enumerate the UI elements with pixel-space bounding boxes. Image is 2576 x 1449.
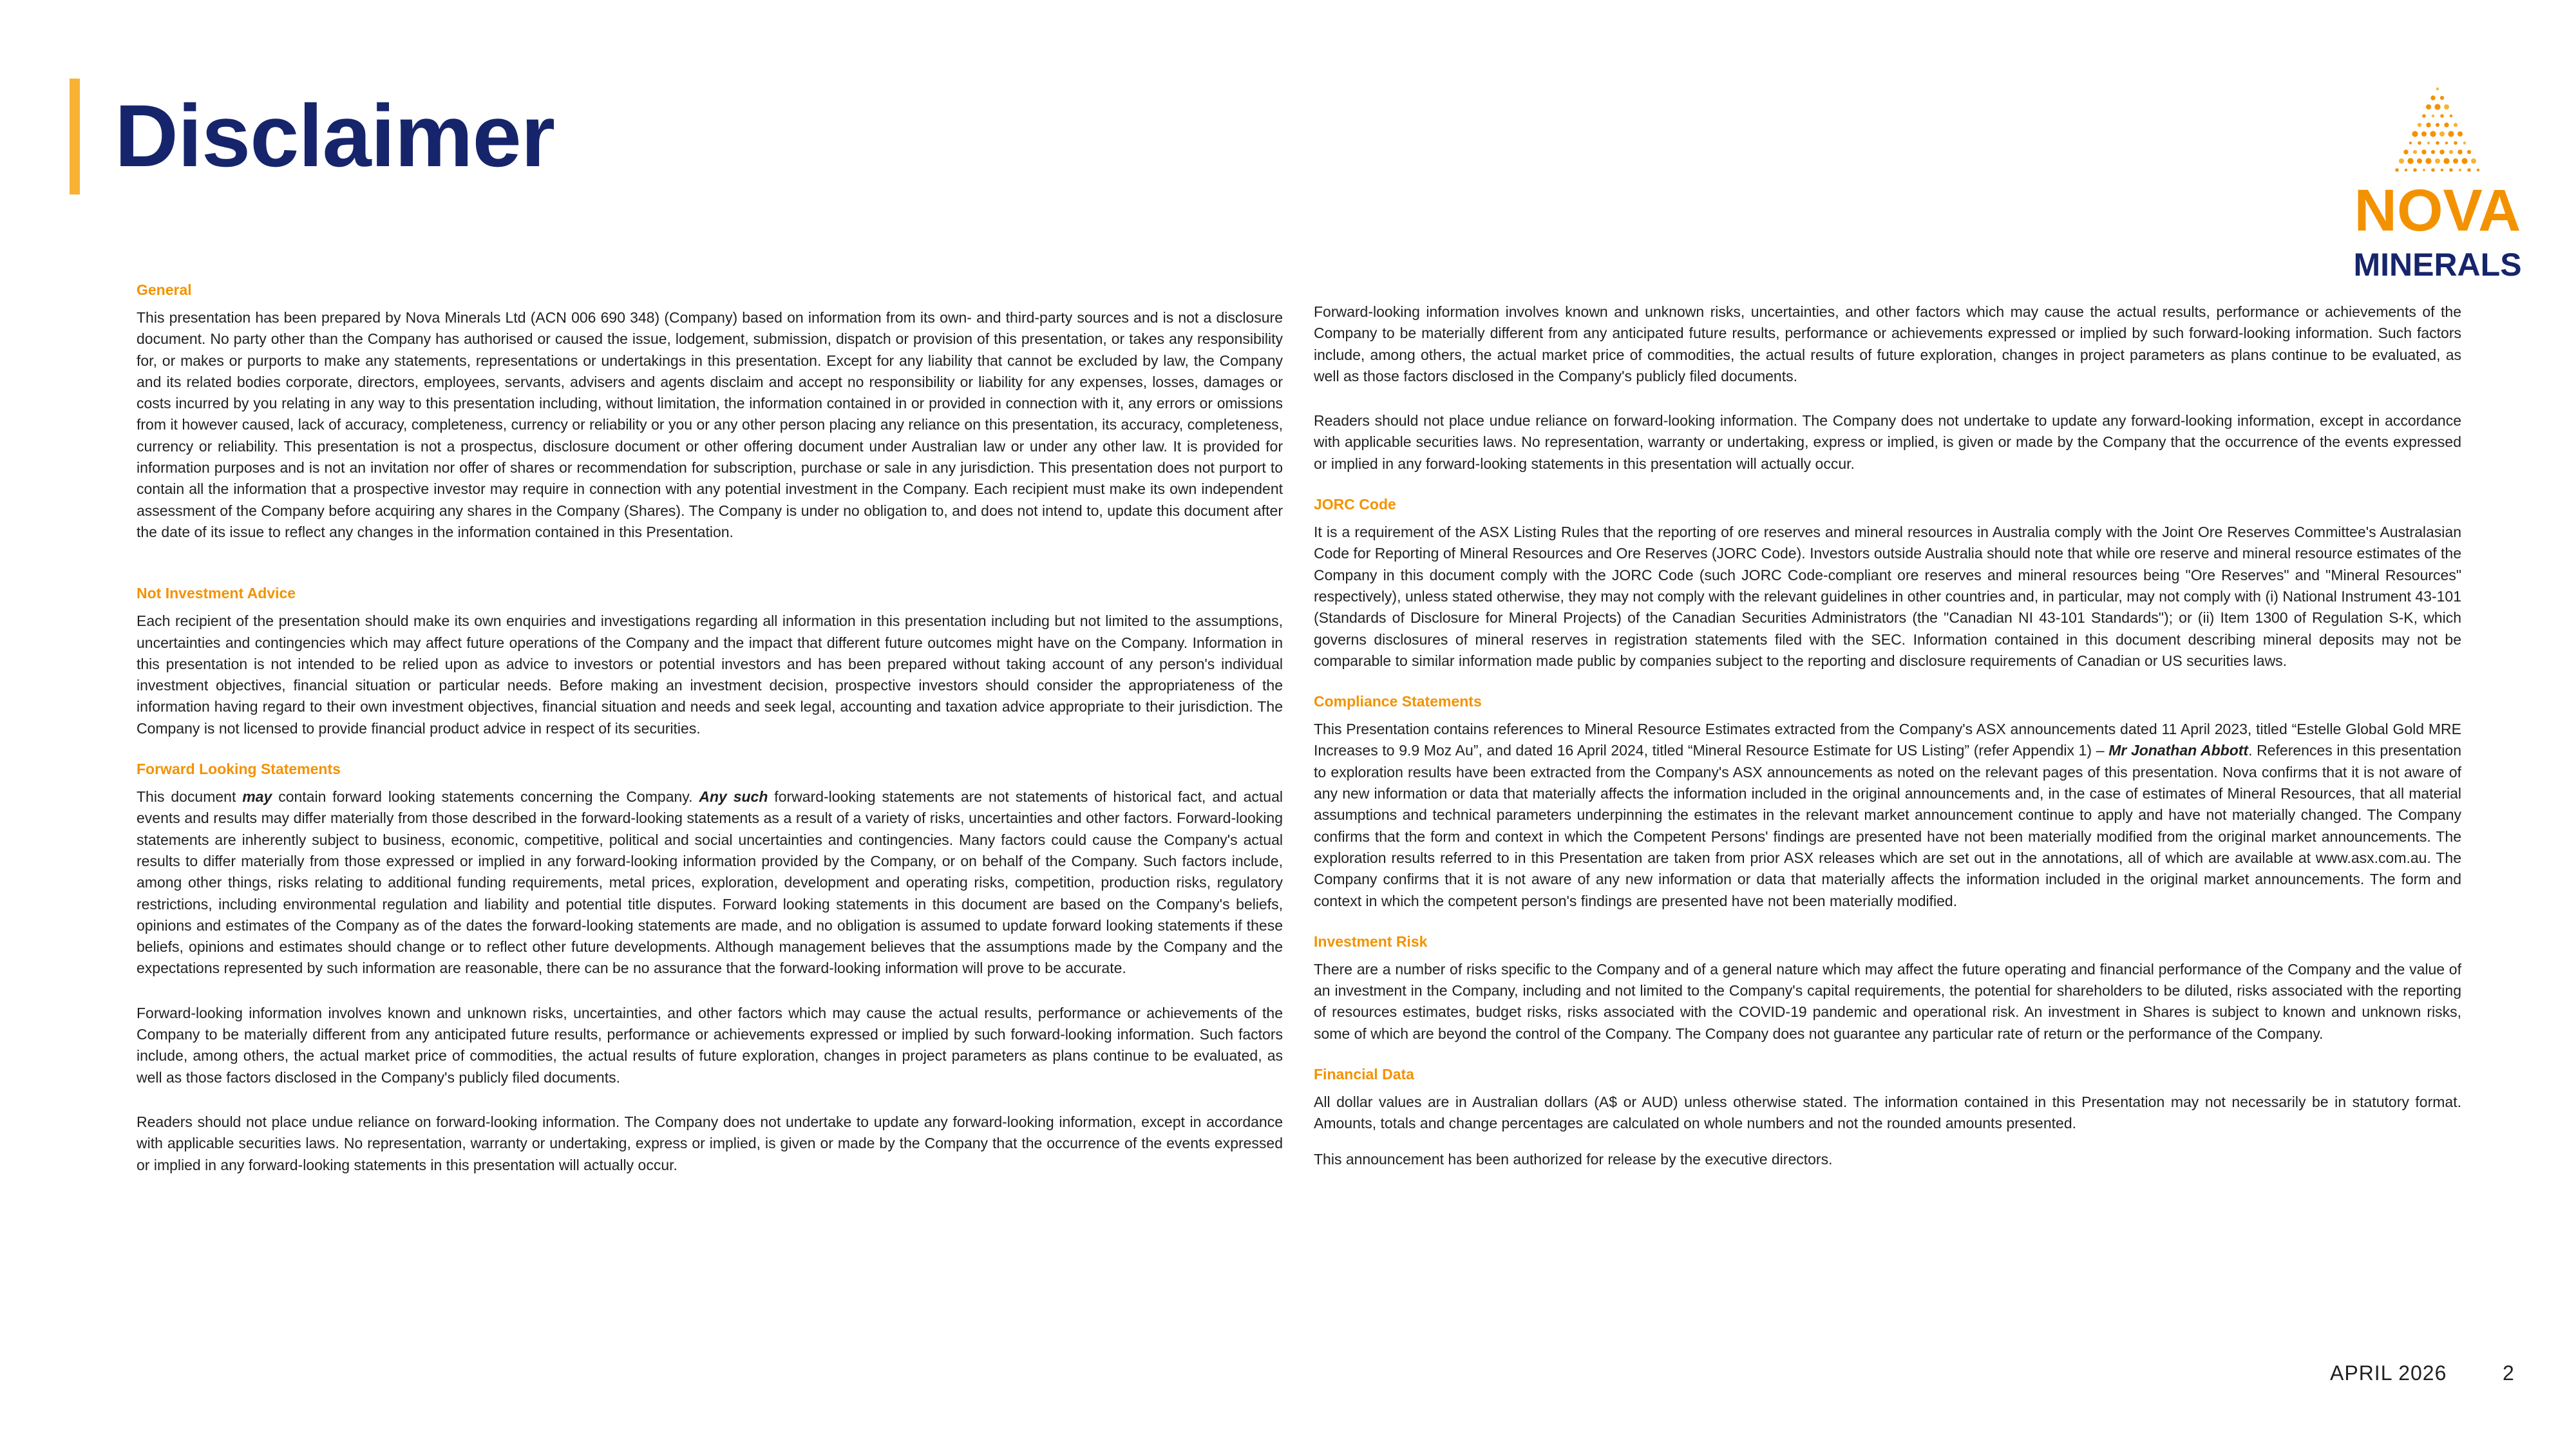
logo-dot <box>2439 149 2444 154</box>
logo-dot <box>2430 131 2436 137</box>
logo-dot <box>2440 96 2444 100</box>
right-column <box>1314 301 2461 1170</box>
footer-date: APRIL 2026 <box>2330 1361 2447 1385</box>
logo-dot <box>2441 169 2443 171</box>
fl-emphasis-any-such: Any such <box>699 788 768 806</box>
logo-dot <box>2431 150 2435 154</box>
logo-dot <box>2430 95 2435 100</box>
logo-dot <box>2413 150 2417 154</box>
logo-dot <box>2413 168 2417 172</box>
title-accent-bar <box>70 79 80 194</box>
logo-dot <box>2450 115 2452 117</box>
logo-dot <box>2436 141 2439 145</box>
logo-dot <box>2445 142 2448 144</box>
logo-word-nova: NOVA <box>2354 178 2521 243</box>
logo-dot <box>2434 104 2440 109</box>
compliance-text-1: This Presentation contains references to Mineral Resource Estimates extracted from the Company's ASX announcements dated 11 April 2023, titled “Estelle Global Gold MRE Increases to 9.9 Moz Au”, and dated 16 April 2024, titled “Mineral Resource Estimate for US Listing” (refer Appendix 1) – <box>1314 721 2461 759</box>
heading-compliance-statements: Compliance Statements <box>1314 693 1482 710</box>
page-title: Disclaimer <box>115 87 555 185</box>
logo-dot <box>2471 158 2476 164</box>
logo-dot <box>2458 131 2463 137</box>
jorc-paragraph: It is a requirement of the ASX Listing Rules that the reporting of ore reserves and mineral resources in Australia comply with the Joint Ore Reserves Committee's Australasian Code for Reporting of Mineral Resources and Ore Reserves (JORC Code). Investors outside Australia should note that while ore reserve and mineral resource estimates of the Company in this document comply with the JORC Code (such JORC Code-compliant ore reserves and mineral resources being "Ore Reserves" and "Mineral Resources" respectively), unless stated otherwise, they may not comply with the relevant guidelines in other countries and, in particular, may not comply with (i) National Instrument 43-101 (Standards of Disclosure for Mineral Projects) of the Canadian Securities Administrators (the "Canadian NI 43-101 Standards"); or (ii) Item 1300 of Regulation S-K, which governs disclosures of mineral reserves in registration statements filed with the SEC. Information contained in this document describing mineral deposits may not be comparable to similar information made public by companies subject to the reporting and disclosure requirements of Canadian or US securities laws. <box>1314 524 2461 669</box>
logo-dot <box>2421 149 2426 154</box>
not-investment-advice-paragraph: Each recipient of the presentation should make its own enquiries and investigations regarding all information in this presentation including but not limited to the assumptions, uncertainties and contingencies which may affect future operations of the Company and the impact that different future outcomes might have on the Company. Information in this presentation is not intended to be relied upon as advice to investors or potential investors and has been prepared without taking account of any person's individual investment objectives, financial situation or particular needs. Before making an investment decision, prospective investors should consider the appropriateness of the information having regard to their own investment objectives, financial situation and needs and seek legal, accounting and taxation advice appropriate to their jurisdiction. The Company is not licensed to provide financial product advice in respect of its securities. <box>137 612 1283 737</box>
logo-dot <box>2449 168 2453 172</box>
logo-dot <box>2454 123 2458 127</box>
logo-dot <box>2403 149 2408 154</box>
logo-dot <box>2412 131 2418 137</box>
fl-text-2: contain forward looking statements concerning the Company. <box>272 788 699 806</box>
logo-dot <box>2454 141 2458 145</box>
right-forward-looking-paragraph-1: Forward-looking information involves known and unknown risks, uncertainties, and other factors which may cause the actual results, performance or achievements of the Company to be materially different from any anticipated future results, performance or achievements expressed or implied by such forward-looking information. Such factors include, among others, the actual market price of commodities, the actual results of future exploration, changes in project parameters as plans continue to be evaluated, as well as those factors disclosed in the Company's publicly filed documents. <box>1314 303 2461 384</box>
logo-dot <box>2461 158 2467 164</box>
logo-dot <box>2453 158 2458 164</box>
logo-dot <box>2440 114 2444 118</box>
logo-dot <box>2395 168 2399 172</box>
authorization-statement: This announcement has been authorized for release by the executive directors. <box>1314 1150 1833 1168</box>
compliance-paragraph <box>1314 719 2461 912</box>
logo-dot <box>2405 169 2407 171</box>
logo-dot <box>2422 114 2426 118</box>
logo-word-minerals: MINERALS <box>2353 247 2522 283</box>
logo-dot <box>2458 149 2462 154</box>
logo-dot <box>2423 169 2425 171</box>
investment-risk-paragraph: There are a number of risks specific to the Company and of a general nature which may affect the future operating and financial performance of the Company and the value of an investment in the Company, including and not limited to the Company's capital requirements, the potential for shareholders to be diluted, risks associated with the reporting of resources estimates, budget risks, risks associated with the COVID-19 pandemic and operational risk. An investment in Shares is subject to known and unknown risks, some of which are beyond the control of the Company. The Company does not guarantee any particular rate of return or the performance of the Company. <box>1314 960 2461 1042</box>
fl-emphasis-may: may <box>242 788 272 806</box>
logo-dot <box>2426 122 2430 127</box>
heading-general: General <box>137 281 192 298</box>
right-forward-looking-paragraph-2: Readers should not place undue reliance on forward-looking information. The Company does not undertake to update any forward-looking information, except in accordance with applicable securities laws. No representation, warranty or undertaking, express or implied, is given or made by the Company that the occurrence of the events expressed or implied in any forward-looking statements in this presentation will actually occur. <box>1314 412 2461 472</box>
heading-investment-risk: Investment Risk <box>1314 933 1428 950</box>
heading-not-investment-advice: Not Investment Advice <box>137 585 296 602</box>
logo-dot <box>2467 168 2471 172</box>
logo-dot <box>2448 131 2454 137</box>
logo-dot <box>2407 158 2413 164</box>
logo-dot <box>2435 158 2440 164</box>
logo-dot <box>2431 168 2435 172</box>
logo-dot <box>2436 123 2439 127</box>
competent-person-name: Mr Jonathan Abbott <box>2108 742 2249 759</box>
logo-dot <box>2477 169 2479 171</box>
logo-dot <box>2459 169 2461 171</box>
logo-dot <box>2427 142 2430 144</box>
compliance-text-2: . References in this presentation to exploration results have been extracted from the Company's ASX announcements as noted on the relevant pages of this presentation. Nova confirms that it is not aware of any new information or data that materially affects the information included in the original announcements and, in the case of estimates of Mineral Resources, that all material assumptions and technical parameters underpinning the estimates in the relevant market announcement continue to apply and have not materially changed. The Company confirms that the form and context in which the Competent Persons' findings are presented have not been materially modified from the original market announcements. The exploration results referred to in this Presentation are taken from prior ASX releases which are set out in the annotations, all of which are available at www.asx.com.au. The Company confirms that it is not aware of any new information or data that materially affects the information included in the original market announcements. The form and context in which the competent person's findings are presented have not been materially modified. <box>1314 742 2461 909</box>
fl-text-1: This document <box>137 788 243 806</box>
logo-dot <box>2425 158 2431 164</box>
logo-graphic <box>2341 84 2534 296</box>
heading-financial-data: Financial Data <box>1314 1066 1414 1083</box>
nova-minerals-logo <box>2341 84 2534 296</box>
page-number: 2 <box>2503 1361 2514 1385</box>
forward-looking-paragraph-3: Readers should not place undue reliance on forward-looking information. The Company does not undertake to update any forward-looking information, except in accordance with applicable securities laws. No representation, warranty or undertaking, express or implied, is given or made by the Company that the occurrence of the events expressed or implied in any forward-looking statements in this presentation will actually occur. <box>137 1113 1283 1173</box>
logo-dot <box>2439 131 2445 137</box>
logo-dot <box>2444 104 2449 109</box>
forward-looking-paragraph <box>137 786 1283 980</box>
logo-dot <box>2443 158 2449 164</box>
logo-dot <box>2399 158 2404 164</box>
logo-dot <box>2418 123 2421 127</box>
logo-dot <box>2463 142 2466 144</box>
logo-dot <box>2409 142 2412 144</box>
logo-dot <box>2421 131 2427 137</box>
logo-dot <box>2449 150 2453 154</box>
logo-dot <box>2436 88 2439 90</box>
logo-dot <box>2444 122 2448 127</box>
logo-dot <box>2432 115 2434 117</box>
general-paragraph: This presentation has been prepared by Nova Minerals Ltd (ACN 006 690 348) (Company) based on information from its own- and third-party sources and is not a disclosure document. No party other than the Company has authorised or caused the issue, lodgement, submission, dispatch or provision of this presentation, or takes any responsibility for, or makes or purports to make any statements, representations or undertakings in this presentation. Except for any liability that cannot be excluded by law, the Company and its related bodies corporate, directors, employees, servants, advisers and agents disclaim and accept no responsibility or liability for any expenses, losses, damages or costs incurred by you relating in any way to this presentation including, without limitation, the information contained in or provided in connection with it, any errors or omissions from it however caused, lack of accuracy, completeness, currency or reliability or you or any other person placing any reliance on this presentation, its accuracy, completeness, currency or reliability. This presentation is not a prospectus, disclosure document or other offering document under Australian law or under any other law. It is provided for information purposes and is not an invitation nor offer of shares or recommendation for subscription, purchase or sale in any jurisdiction. This presentation does not purport to contain all the information that a prospective investor may require in connection with any potential investment in the Company. Each recipient must make its own independent assessment of the Company before acquiring any shares in the Company (Shares). The Company is under no obligation to, and does not intend to, update this document after the date of its issue to reflect any changes in the information contained in this Presentation. <box>137 309 1283 540</box>
logo-dot <box>2417 158 2422 164</box>
fl-text-3: forward-looking statements are not statements of historical fact, and actual events and results may differ materially from those described in the forward-looking statements as a result of a variety of risks, uncertainties and other factors. Forward-looking statements are inherently subject to business, economic, competitive, political and social uncertainties and contingencies. Many factors could cause the Company's actual results to differ materially from those expressed or implied in any forward-looking information provided by the Company, or on behalf of the Company. Such factors include, among other things, risks relating to additional funding requirements, metal prices, exploration, development and operating risks, competition, production risks, regulatory restrictions, including environmental regulation and liability and potential title disputes. Forward looking statements in this document are based on the Company's beliefs, opinions and estimates of the Company as of the dates the forward-looking statements are made, and no obligation is assumed to update forward looking statements if these beliefs, opinions and estimates should change or to reflect other future developments. Although management believes that the assumptions made by the Company and the expectations represented by such information are reasonable, there can be no assurance that the forward-looking information will prove to be accurate. <box>137 788 1283 977</box>
forward-looking-paragraph-2: Forward-looking information involves known and unknown risks, uncertainties, and other factors which may cause the actual results, performance or achievements of the Company to be materially different from any anticipated future results, performance or achievements expressed or implied by such forward-looking information. Such factors include, among others, the actual market price of commodities, the actual results of future exploration, changes in project parameters as plans continue to be evaluated, as well as those factors disclosed in the Company's publicly filed documents. <box>137 1004 1283 1086</box>
left-column <box>137 279 1283 1176</box>
logo-dot <box>2426 104 2431 109</box>
logo-dot <box>2418 141 2421 145</box>
logo-dot <box>2467 150 2471 154</box>
heading-forward-looking: Forward Looking Statements <box>137 761 341 778</box>
logo-dot-pattern <box>2395 88 2479 172</box>
financial-data-paragraph: All dollar values are in Australian dollars (A$ or AUD) unless otherwise stated. The information contained in this Presentation may not necessarily be in statutory format. Amounts, totals and change percentages are calculated on whole numbers and not the rounded amounts presented. <box>1314 1094 2461 1132</box>
heading-jorc-code: JORC Code <box>1314 496 1396 513</box>
